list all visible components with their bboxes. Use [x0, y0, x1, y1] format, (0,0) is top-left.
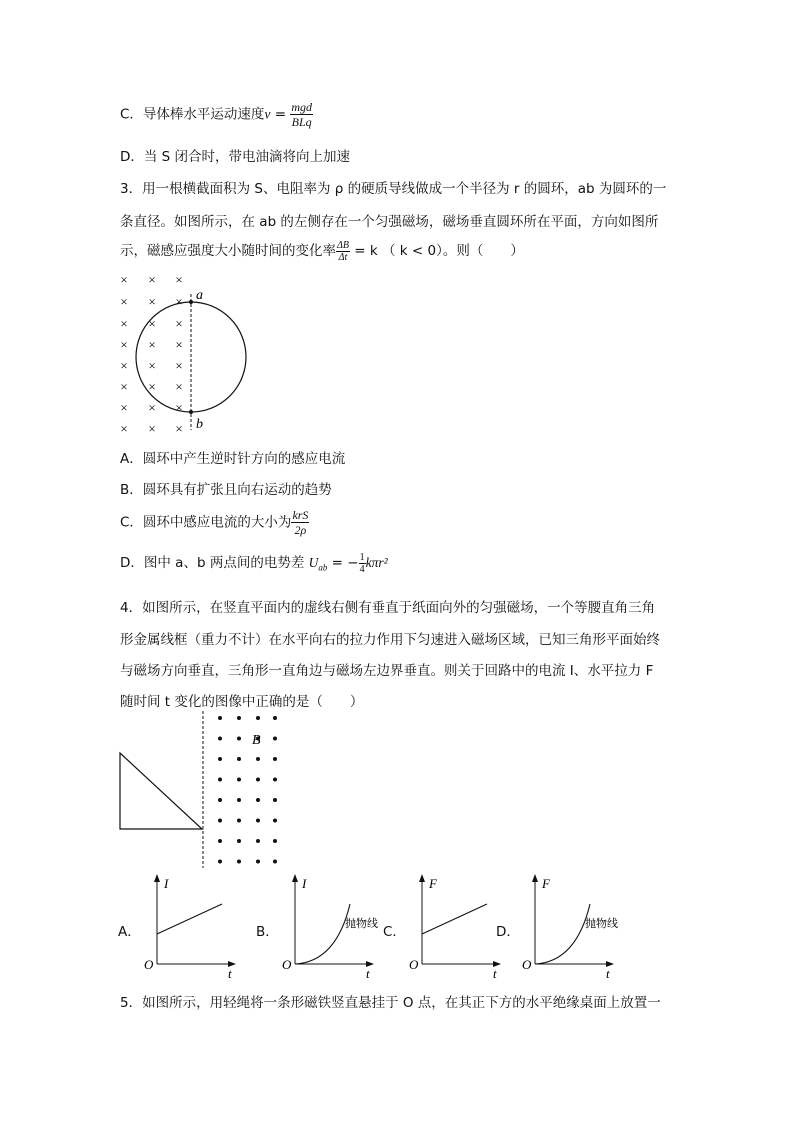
fraction-denominator: BLq — [291, 115, 312, 129]
field-dot — [256, 716, 260, 720]
field-dot — [218, 819, 222, 823]
field-dot — [273, 778, 277, 782]
fraction-numerator: mgd — [291, 100, 313, 114]
graph-line — [422, 904, 487, 934]
y-axis-arrow — [419, 874, 425, 882]
graph-axes — [140, 872, 260, 982]
q2-option-c-eq: = — [270, 106, 291, 123]
field-dot — [273, 819, 277, 823]
field-dot — [256, 778, 260, 782]
parabola-note: 抛物线 — [345, 918, 378, 930]
q3-line-1: 3．用一根横截面积为 S、电阻率为 ρ 的硬质导线做成一个半径为 r 的圆环，ab 为圆环的一 — [120, 181, 667, 197]
q3-option-c-text: C．圆环中感应电流的大小为 — [120, 514, 292, 531]
field-dot — [218, 778, 222, 782]
field-cross: × — [148, 337, 156, 352]
field-dot — [273, 798, 277, 802]
q2-option-c-fraction — [290, 100, 313, 129]
q4-figure — [115, 708, 295, 873]
x-axis-label: t — [493, 966, 497, 981]
field-cross: × — [175, 294, 183, 309]
y-axis-label: I — [164, 876, 169, 891]
field-dot — [273, 737, 277, 741]
field-cross: × — [148, 379, 156, 394]
q3-option-c — [120, 508, 309, 537]
q2-option-c-var: v — [264, 106, 271, 122]
field-dot — [256, 860, 260, 864]
field-dot — [218, 798, 222, 802]
fraction-denominator: Δt — [338, 251, 348, 263]
graph-axes — [278, 872, 398, 982]
origin-label: O — [522, 957, 532, 972]
field-cross: × — [175, 400, 183, 415]
origin-label: O — [409, 957, 419, 972]
y-axis-label: F — [429, 876, 437, 891]
field-dot — [237, 819, 241, 823]
field-cross: × — [175, 358, 183, 373]
field-cross: × — [148, 421, 156, 436]
graph-option-label: A． — [118, 924, 141, 940]
field-dot — [237, 737, 241, 741]
q3-rate-fraction — [336, 240, 350, 263]
field-dot — [273, 839, 277, 843]
fraction-numerator: krS — [292, 508, 309, 522]
q3-option-b: B．圆环具有扩张且向右运动的趋势 — [120, 482, 332, 498]
field-dot — [218, 860, 222, 864]
field-cross: × — [175, 316, 183, 331]
origin-label: O — [144, 957, 154, 972]
field-cross: × — [120, 294, 128, 309]
field-dot — [256, 798, 260, 802]
x-axis-label: t — [228, 966, 232, 981]
field-dot — [237, 757, 241, 761]
q3-line-3-prefix: 示，磁感应强度大小随时间的变化率 — [120, 243, 336, 259]
q3-option-a: A．圆环中产生逆时针方向的感应电流 — [120, 451, 346, 467]
q3-option-d — [120, 551, 388, 575]
q3-option-d-text: D．图中 a、b 两点间的电势差 — [120, 555, 309, 571]
q4-line-4: 随时间 t 变化的图像中正确的是（ ） — [120, 694, 364, 710]
field-cross: × — [175, 337, 183, 352]
q3-option-d-eq: = − — [327, 555, 359, 571]
field-dot — [273, 757, 277, 761]
parabola-note: 抛物线 — [585, 918, 618, 930]
y-axis-label: I — [302, 876, 307, 891]
graph-line — [157, 904, 222, 934]
field-dot — [237, 798, 241, 802]
field-cross: × — [148, 316, 156, 331]
y-axis-arrow — [154, 874, 160, 882]
triangle-loop — [120, 753, 202, 829]
magnetic-field-crosses — [120, 272, 182, 436]
q5-line-1: 5．如图所示，用轻绳将一条形磁铁竖直悬挂于 O 点，在其正下方的水平绝缘桌面上放置一 — [120, 995, 661, 1011]
x-axis-label: t — [366, 966, 370, 981]
origin-label: O — [282, 957, 292, 972]
point-a-dot — [189, 300, 193, 304]
q4-line-1: 4．如图所示，在竖直平面内的虚线右侧有垂直于纸面向外的匀强磁场，一个等腰直角三角 — [120, 600, 656, 616]
field-cross: × — [148, 400, 156, 415]
field-cross: × — [148, 272, 156, 287]
graph-option-label: B． — [256, 924, 279, 940]
magnetic-field-dots — [218, 716, 277, 864]
q3-option-d-sub: ab — [318, 562, 328, 573]
field-dot — [218, 839, 222, 843]
point-b-dot — [189, 410, 193, 414]
y-axis-arrow — [532, 874, 538, 882]
field-dot — [218, 757, 222, 761]
graph-option-label: C． — [383, 924, 406, 940]
field-cross: × — [120, 337, 128, 352]
field-dot — [237, 839, 241, 843]
q3-figure — [112, 268, 262, 438]
q2-option-c-text: C．导体棒水平运动速度 — [120, 106, 265, 123]
label-a: a — [196, 288, 203, 303]
y-axis-label: F — [542, 876, 550, 891]
field-cross: × — [120, 358, 128, 373]
fraction-denominator: 2ρ — [294, 523, 307, 537]
graph-parabola — [535, 904, 590, 964]
field-label-b: B — [252, 733, 261, 748]
field-cross: × — [120, 400, 128, 415]
field-cross: × — [148, 358, 156, 373]
graph-parabola — [295, 904, 350, 964]
field-dot — [256, 819, 260, 823]
q3-option-d-fraction — [359, 552, 366, 575]
graph-option-label: D． — [496, 924, 520, 940]
fraction-denominator: 4 — [359, 563, 365, 575]
q4-line-2: 形金属线框（重力不计）在水平向右的拉力作用下匀速进入磁场区域，已知三角形平面始终 — [120, 632, 660, 648]
x-axis-label: t — [606, 966, 610, 981]
field-dot — [218, 737, 222, 741]
field-dot — [256, 757, 260, 761]
y-axis-arrow — [292, 874, 298, 882]
label-b: b — [196, 417, 203, 432]
q3-line-2: 条直径。如图所示，在 ab 的左侧存在一个匀强磁场，磁场垂直圆环所在平面，方向如图所 — [120, 214, 659, 230]
field-dot — [237, 716, 241, 720]
fraction-numerator: ΔB — [337, 239, 349, 251]
q3-option-c-fraction — [291, 508, 309, 537]
graph-axes — [518, 872, 638, 982]
field-cross: × — [175, 272, 183, 287]
field-cross: × — [120, 379, 128, 394]
field-dot — [256, 839, 260, 843]
q4-line-3: 与磁场方向垂直，三角形一直角边与磁场左边界垂直。则关于回路中的电流 I、水平拉力 F — [120, 663, 654, 679]
field-cross: × — [175, 379, 183, 394]
field-cross: × — [120, 316, 128, 331]
field-cross: × — [120, 421, 128, 436]
q3-line-3-suffix: = k （ k < 0）。则（ ） — [349, 243, 524, 259]
q2-option-d: D．当 S 闭合时，带电油滴将向上加速 — [120, 149, 351, 165]
q3-option-d-tail: kπr² — [365, 555, 388, 570]
field-cross: × — [175, 421, 183, 436]
field-dot — [273, 860, 277, 864]
field-dot — [218, 716, 222, 720]
q2-option-c — [120, 100, 313, 129]
field-cross: × — [148, 294, 156, 309]
field-dot — [237, 778, 241, 782]
q3-option-d-u: U — [308, 555, 319, 570]
q3-line-3 — [120, 239, 524, 263]
fraction-numerator: 1 — [359, 551, 365, 563]
field-cross: × — [120, 272, 128, 287]
field-dot — [273, 716, 277, 720]
field-dot — [237, 860, 241, 864]
